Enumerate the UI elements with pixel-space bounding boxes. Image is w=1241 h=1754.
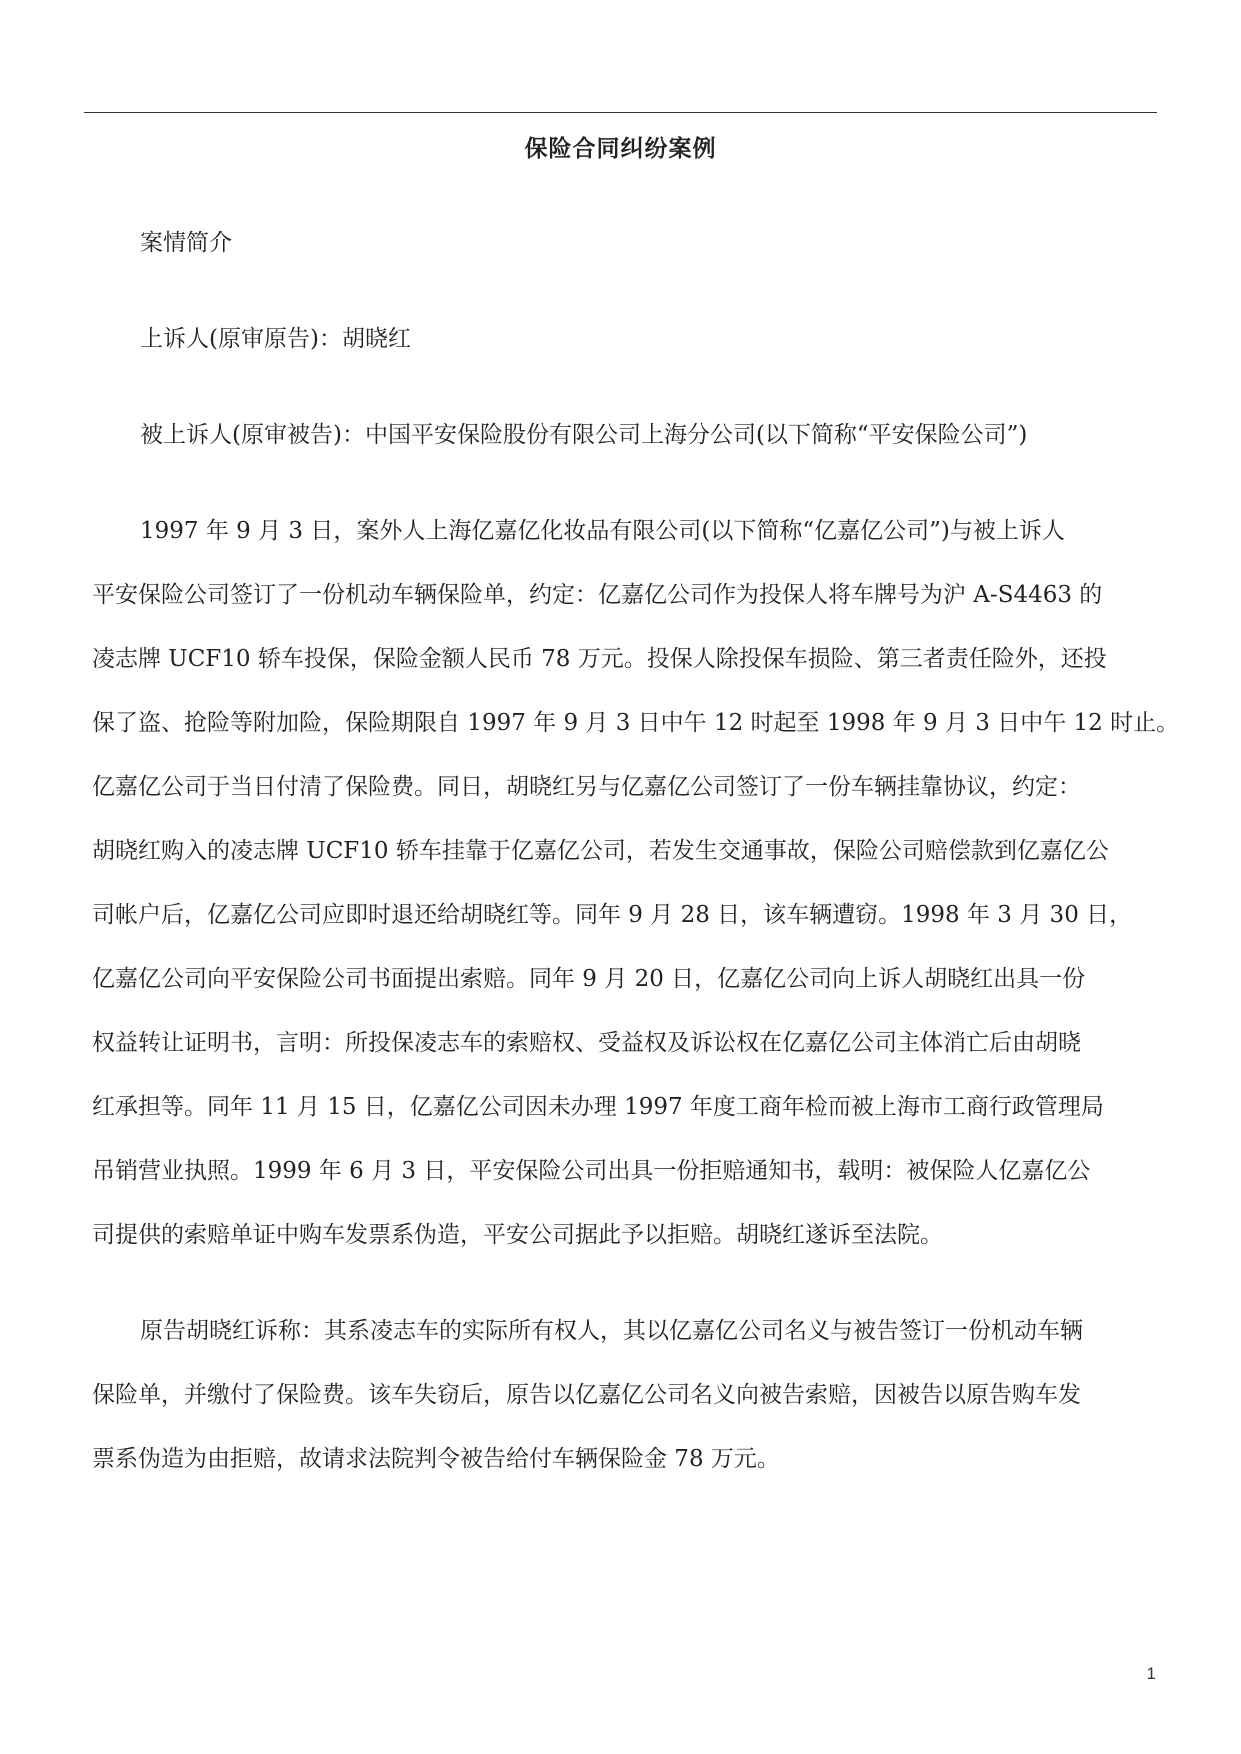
claim-line: 票系伪造为由拒赔，故请求法院判令被告给付车辆保险金 78 万元。 — [92, 1446, 780, 1472]
facts-line: 平安保险公司签订了一份机动车辆保险单，约定：亿嘉亿公司作为投保人将车牌号为沪 A-S4463 的 — [92, 582, 1103, 608]
facts-line: 凌志牌 UCF10 轿车投保，保险金额人民币 78 万元。投保人除投保车损险、第三者责任险外，还投 — [92, 646, 1107, 672]
facts-line: 权益转让证明书，言明：所投保凌志车的索赔权、受益权及诉讼权在亿嘉亿公司主体消亡后由胡晓 — [92, 1030, 1081, 1056]
document-title: 保险合同纠纷案例 — [524, 135, 717, 162]
facts-line: 胡晓红购入的凌志牌 UCF10 轿车挂靠于亿嘉亿公司，若发生交通事故，保险公司赔偿款到亿嘉亿公 — [92, 838, 1109, 864]
page-number: 1 — [1146, 1664, 1156, 1683]
claim-line: 保险单，并缴付了保险费。该车失窃后，原告以亿嘉亿公司名义向被告索赔，因被告以原告购车发 — [92, 1382, 1081, 1408]
facts-line: 亿嘉亿公司向平安保险公司书面提出索赔。同年 9 月 20 日，亿嘉亿公司向上诉人胡晓红出具一份 — [92, 966, 1086, 992]
facts-line: 吊销营业执照。1999 年 6 月 3 日，平安保险公司出具一份拒赔通知书，载明：被保险人亿嘉亿公 — [92, 1158, 1091, 1184]
appellant-line: 上诉人(原审原告)：胡晓红 — [140, 326, 411, 352]
section-heading: 案情简介 — [140, 230, 232, 256]
facts-line: 红承担等。同年 11 月 15 日，亿嘉亿公司因未办理 1997 年度工商年检而被上海市工商行政管理局 — [92, 1094, 1104, 1120]
facts-line: 司帐户后，亿嘉亿公司应即时退还给胡晓红等。同年 9 月 28 日，该车辆遭窃。1998 年 3 月 30 日， — [92, 902, 1133, 928]
facts-line: 司提供的索赔单证中购车发票系伪造，平安公司据此予以拒赔。胡晓红遂诉至法院。 — [92, 1222, 943, 1248]
appellee-line: 被上诉人(原审被告)：中国平安保险股份有限公司上海分公司(以下简称“平安保险公司”) — [140, 422, 1028, 448]
facts-line: 保了盗、抢险等附加险，保险期限自 1997 年 9 月 3 日中午 12 时起至 1998 年 9 月 3 日中午 12 时止。 — [92, 710, 1180, 736]
facts-line: 1997 年 9 月 3 日，案外人上海亿嘉亿化妆品有限公司(以下简称“亿嘉亿公司”)与被上诉人 — [140, 518, 1065, 544]
facts-line: 亿嘉亿公司于当日付清了保险费。同日，胡晓红另与亿嘉亿公司签订了一份车辆挂靠协议，约定： — [92, 774, 1081, 800]
header-rule — [84, 112, 1157, 113]
claim-line: 原告胡晓红诉称：其系凌志车的实际所有权人，其以亿嘉亿公司名义与被告签订一份机动车辆 — [140, 1318, 1083, 1344]
